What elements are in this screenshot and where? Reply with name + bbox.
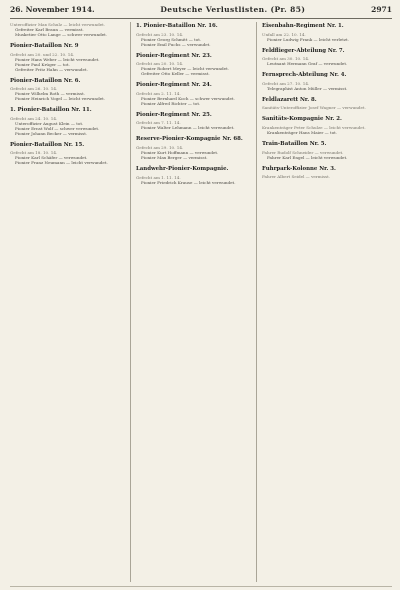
list-entry: Pionier Max Berger — vermisst. <box>141 154 208 160</box>
unit-heading: Feldlazarett Nr. 8. <box>262 96 317 103</box>
list-entry: Gefecht am 1. 11. 14. <box>136 174 181 180</box>
header-rule <box>10 18 392 19</box>
unit-heading: Fuhrpark-Kolonne Nr. 3. <box>262 165 336 172</box>
column-3 <box>262 22 392 584</box>
list-entry: Gefreiter Fritz Hahn — verwundet. <box>15 66 88 72</box>
unit-heading: Fernsprech-Abteilung Nr. 4. <box>262 72 347 79</box>
unit-section <box>262 166 392 180</box>
unit-section <box>136 23 252 47</box>
unit-heading: Feldflieger-Abteilung Nr. 7. <box>262 47 345 54</box>
list-entry: Unfall am 22. 10. 14. <box>262 31 306 37</box>
list-entry: Fahrer Albert Seidel — vermisst. <box>262 174 331 180</box>
page-header <box>10 4 392 16</box>
unit-section <box>10 78 126 102</box>
unit-section <box>10 22 126 37</box>
unit-section <box>136 53 252 77</box>
unit-section <box>136 166 252 185</box>
list-entry: Gefecht am 29. 10. 14. <box>136 144 184 150</box>
header-date: 26. November 1914. <box>10 5 95 14</box>
unit-heading: Pionier-Bataillon Nr. 9 <box>10 43 79 49</box>
list-entry: Gefecht am 2. 11. 14. <box>136 90 181 96</box>
list-entry: Fahrer Rudolf Schneider — verwundet. <box>262 149 344 155</box>
column-divider <box>256 22 257 582</box>
unit-heading: Pionier-Bataillon Nr. 15. <box>10 141 85 148</box>
unit-heading: 1. Pionier-Bataillon Nr. 11. <box>10 107 92 114</box>
list-entry: Unteroffizier Max Schulz — leicht verwundet. <box>10 22 106 27</box>
list-entry: Gefreiter Otto Keller — vermisst. <box>141 71 210 77</box>
list-entry: Gefecht am 27. 10. 14. <box>262 80 310 86</box>
unit-section <box>262 23 392 42</box>
unit-section <box>262 141 392 160</box>
header-page-number: 2971 <box>371 5 392 14</box>
unit-section <box>262 72 392 91</box>
list-entry: Pionier Wilhelm Roth — vermisst. <box>15 91 86 97</box>
list-entry: Telegraphist Anton Müller — vermisst. <box>267 85 348 91</box>
list-entry: Gefecht am 20. und 22. 10. 14. <box>10 51 75 57</box>
column-1 <box>10 22 126 584</box>
list-entry: Pionier Heinrich Vogel — leicht verwundet. <box>15 96 106 102</box>
list-entry: Krankenträger Hans Maier — tot. <box>267 129 338 135</box>
unit-section <box>10 43 126 72</box>
unit-heading: Sanitäts-Kompagnie Nr. 2. <box>262 116 342 123</box>
list-entry: Pionier Paul Krüger — tot. <box>15 61 70 67</box>
unit-heading: Pionier-Bataillon Nr. 6. <box>10 77 81 84</box>
list-entry: Musketier Otto Lange — schwer verwundet. <box>15 32 108 37</box>
list-entry: Gefecht am 30. 10. 14. <box>262 56 310 62</box>
unit-heading: Eisenbahn-Regiment Nr. 1. <box>262 23 344 29</box>
unit-section <box>10 107 126 136</box>
list-entry: Gefreiter Karl Braun — vermisst. <box>15 27 84 32</box>
list-entry: Pionier Walter Lehmann — leicht verwundet. <box>141 125 235 131</box>
unit-heading: Landwehr-Pionier-Kompagnie. <box>136 165 229 172</box>
unit-section <box>262 48 392 67</box>
list-entry: Pionier Ludwig Frank — leicht verletzt. <box>267 36 350 42</box>
list-entry: Gefecht am 23. 10. 14. <box>136 31 184 37</box>
list-entry: Pionier Friedrich Krause — leicht verwundet. <box>141 179 236 185</box>
list-entry: Pionier Emil Fuchs — verwundet. <box>141 41 211 47</box>
list-entry: Fahrer Karl Engel — leicht verwundet. <box>267 154 348 160</box>
unit-section <box>136 112 252 131</box>
unit-section <box>136 82 252 106</box>
header-title: Deutsche Verlustlisten. (Pr. 85) <box>160 5 306 14</box>
list-entry: Pionier Franz Neumann — leicht verwundet. <box>15 160 108 166</box>
list-entry: Pionier Johann Becker — vermisst. <box>15 130 88 136</box>
column-2 <box>136 22 252 584</box>
unit-heading: Pionier-Regiment Nr. 25. <box>136 111 212 118</box>
unit-heading: 1. Pionier-Bataillon Nr. 16. <box>136 23 218 29</box>
unit-heading: Pionier-Regiment Nr. 24. <box>136 82 212 89</box>
list-entry: Gefecht am 26. 10. 14. <box>10 86 58 92</box>
column-divider <box>130 22 131 582</box>
list-entry: Pionier Robert Meyer — leicht verwundet. <box>141 66 230 72</box>
list-entry: Pionier Ernst Wolf — schwer verwundet. <box>15 125 100 131</box>
unit-section <box>262 116 392 135</box>
unit-heading: Pionier-Regiment Nr. 23. <box>136 52 212 59</box>
footer-rule <box>10 586 392 587</box>
list-entry: Gefecht am 18. 10. 14. <box>10 150 58 156</box>
list-entry: Pionier Karl Schäfer — verwundet. <box>15 155 88 161</box>
unit-heading: Train-Bataillon Nr. 5. <box>262 140 327 147</box>
list-entry: Pionier Kurt Hoffmann — verwundet. <box>141 149 219 155</box>
list-entry: Leutnant Hermann Graf — verwundet. <box>267 61 348 67</box>
list-entry: Pionier Hans Weber — leicht verwundet. <box>15 56 100 62</box>
unit-section <box>136 136 252 160</box>
list-entry: Gefecht am 20. 10. 14. <box>136 61 184 67</box>
list-entry: Pionier Georg Schmitt — tot. <box>141 36 202 42</box>
unit-heading: Reserve-Pionier-Kompagnie Nr. 68. <box>136 136 243 143</box>
list-entry: Pionier Alfred Richter — tot. <box>141 100 201 106</box>
unit-section <box>262 97 392 111</box>
list-entry: Krankenträger Peter Schulze — leicht verwundet. <box>262 124 366 130</box>
list-entry: Sanitäts-Unteroffizier Josef Wagner — verwundet. <box>262 105 366 111</box>
unit-section <box>10 142 126 166</box>
list-entry: Pionier Bernhard Koch — schwer verwundet. <box>141 95 235 101</box>
list-entry: Unteroffizier August Klein — tot. <box>15 120 84 126</box>
list-entry: Gefecht am 7. 11. 14. <box>136 120 181 126</box>
list-entry: Gefecht am 24. 10. 14. <box>10 115 58 121</box>
